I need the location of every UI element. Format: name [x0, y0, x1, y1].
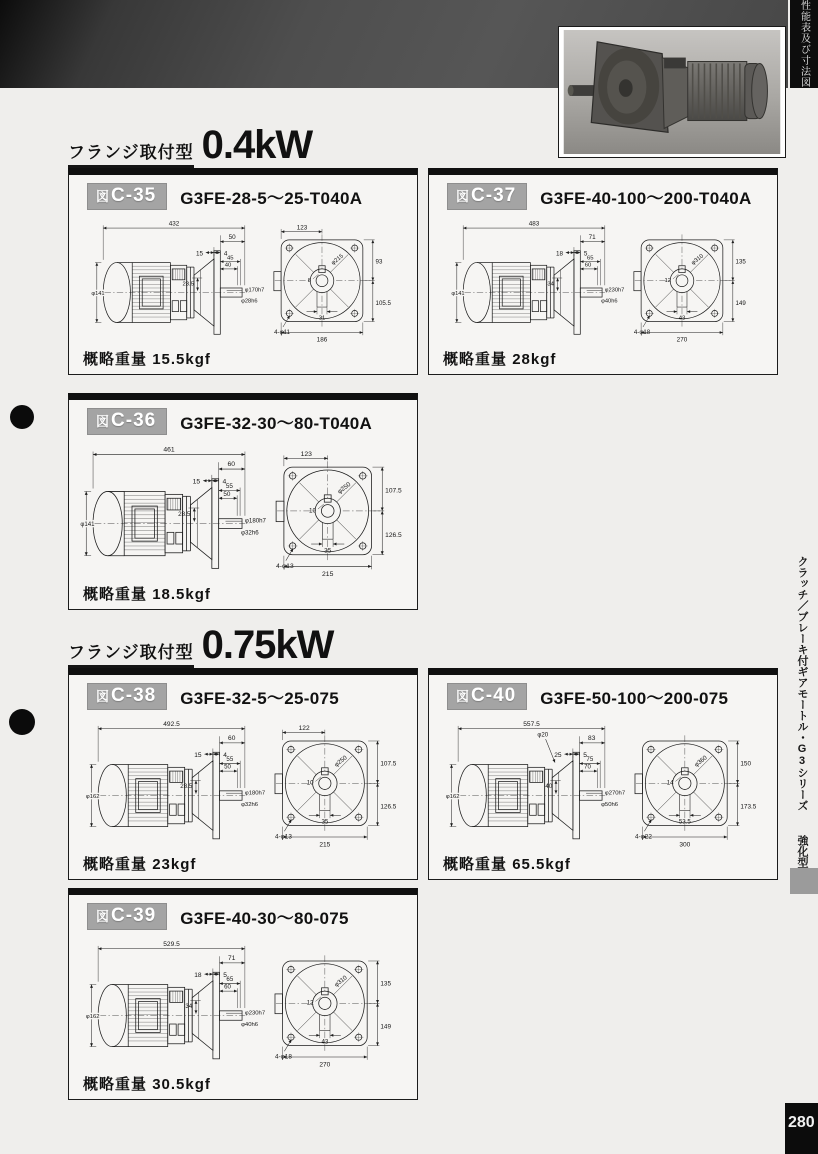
svg-text:461: 461	[163, 446, 175, 454]
svg-text:43: 43	[678, 315, 686, 322]
dimension-drawing	[431, 709, 775, 852]
weight-label: 概略重量	[83, 586, 148, 603]
mount-type-label: フランジ取付型	[68, 638, 194, 668]
fig-code: C-35	[111, 185, 157, 206]
svg-text:149: 149	[380, 1023, 391, 1031]
svg-text:40: 40	[224, 262, 232, 269]
weight-value: 23kgf	[152, 856, 197, 873]
svg-text:φ141: φ141	[451, 290, 465, 297]
svg-text:25: 25	[554, 751, 562, 759]
dimension-drawing	[71, 209, 415, 347]
svg-text:300: 300	[679, 841, 691, 849]
svg-text:83: 83	[588, 735, 596, 743]
svg-text:55: 55	[225, 483, 233, 491]
svg-text:φ32h6: φ32h6	[241, 801, 259, 808]
svg-text:4-φ13: 4-φ13	[275, 833, 292, 841]
fig-code: C-40	[471, 685, 517, 706]
svg-text:173.5: 173.5	[740, 803, 757, 811]
svg-text:12: 12	[306, 999, 314, 1007]
svg-text:φ215: φ215	[330, 253, 345, 267]
figure-box-c38	[68, 668, 418, 880]
figure-tag	[87, 683, 167, 710]
fig-code: C-37	[471, 185, 517, 206]
figure-box-c35	[68, 168, 418, 375]
svg-text:10: 10	[308, 507, 317, 515]
weight-label: 概略重量	[83, 351, 148, 368]
fig-code: C-36	[111, 410, 157, 431]
svg-text:4: 4	[222, 478, 227, 486]
svg-text:60: 60	[584, 262, 592, 269]
svg-text:107.5: 107.5	[385, 487, 402, 495]
svg-text:8: 8	[307, 278, 312, 285]
svg-text:135: 135	[735, 258, 746, 266]
series-name: クラッチ／ブレーキ付ギアモートル・G3シリーズ	[796, 556, 808, 811]
weight-value: 18.5kgf	[152, 586, 211, 603]
section-header-04kw	[68, 123, 313, 168]
svg-text:φ310: φ310	[333, 974, 349, 989]
svg-text:50: 50	[228, 233, 236, 241]
svg-text:270: 270	[676, 336, 688, 344]
fig-code: C-39	[111, 905, 157, 926]
svg-text:5: 5	[583, 751, 587, 759]
svg-text:60: 60	[224, 983, 231, 991]
weight-label: 概略重量	[443, 856, 508, 873]
svg-text:60: 60	[228, 735, 236, 743]
weight-label: 概略重量	[443, 351, 508, 368]
fig-prefix: 図	[96, 689, 110, 704]
figure-drawing-svg	[71, 709, 415, 852]
figure-drawing-svg	[431, 709, 775, 852]
weight-value: 15.5kgf	[152, 351, 211, 368]
svg-text:φ141: φ141	[91, 290, 105, 297]
weight-value: 28kgf	[512, 351, 557, 368]
figure-tag	[87, 408, 167, 435]
svg-text:215: 215	[322, 571, 334, 579]
svg-text:483: 483	[528, 220, 540, 228]
svg-text:122: 122	[298, 725, 310, 733]
model-number: G3FE-32-5～25-075	[180, 689, 340, 708]
svg-text:φ28h6: φ28h6	[241, 298, 258, 305]
svg-text:4-φ18: 4-φ18	[633, 328, 651, 336]
figure-tag	[447, 683, 527, 710]
svg-text:135: 135	[380, 980, 391, 988]
dimension-drawing	[431, 209, 775, 347]
figure-box-c39	[68, 888, 418, 1100]
svg-text:215: 215	[319, 841, 331, 849]
weight-text	[83, 348, 211, 369]
svg-text:φ20: φ20	[537, 731, 549, 739]
gearmotor-photo	[558, 26, 786, 158]
svg-text:50: 50	[224, 763, 231, 771]
svg-text:149: 149	[735, 300, 746, 308]
svg-text:186: 186	[316, 336, 328, 344]
gearmotor-photo-image	[562, 30, 782, 154]
svg-text:18: 18	[555, 250, 564, 258]
weight-text	[83, 1073, 211, 1094]
svg-text:4: 4	[223, 250, 228, 258]
svg-text:53.5: 53.5	[678, 818, 691, 826]
svg-text:10: 10	[306, 779, 314, 787]
svg-text:23.5: 23.5	[182, 281, 194, 288]
series-side-tab	[789, 556, 815, 868]
svg-text:43: 43	[321, 1038, 329, 1046]
figure-box-c40	[428, 668, 778, 880]
svg-text:432: 432	[168, 220, 180, 228]
svg-text:65: 65	[226, 976, 234, 984]
dimension-drawing	[71, 434, 415, 582]
svg-text:40: 40	[545, 783, 553, 791]
fig-code: C-38	[111, 685, 157, 706]
figure-drawing-svg	[71, 929, 415, 1072]
figure-drawing-svg	[71, 209, 415, 347]
svg-text:35: 35	[321, 818, 329, 826]
power-rating: 0.4kW	[201, 123, 313, 167]
svg-text:34: 34	[547, 281, 554, 288]
svg-text:123: 123	[296, 224, 308, 232]
svg-text:45: 45	[227, 255, 234, 262]
svg-text:φ180h7: φ180h7	[244, 790, 266, 797]
svg-text:φ162: φ162	[85, 1013, 100, 1020]
svg-text:75: 75	[586, 756, 594, 764]
section-header-075kw	[68, 623, 334, 668]
edge-index-tab	[790, 868, 818, 894]
svg-text:60: 60	[227, 461, 236, 469]
dimension-drawing	[71, 709, 415, 852]
fig-prefix: 図	[96, 909, 110, 924]
svg-text:12: 12	[664, 278, 672, 285]
svg-text:4-φ13: 4-φ13	[276, 562, 294, 570]
punch-hole-mark	[10, 405, 34, 429]
svg-text:105.5: 105.5	[375, 300, 391, 308]
fig-prefix: 図	[456, 189, 470, 204]
weight-text	[443, 348, 556, 369]
fig-prefix: 図	[456, 689, 470, 704]
svg-text:28.5: 28.5	[178, 510, 191, 518]
svg-text:28.5: 28.5	[180, 783, 193, 791]
punch-hole-mark	[9, 709, 35, 735]
svg-text:φ180h7: φ180h7	[244, 517, 266, 525]
svg-text:65: 65	[587, 255, 594, 262]
figure-tag	[87, 183, 167, 210]
svg-text:270: 270	[319, 1061, 331, 1069]
model-number: G3FE-40-100～200-T040A	[540, 189, 752, 208]
svg-text:φ141: φ141	[80, 521, 95, 529]
svg-text:150: 150	[740, 760, 751, 768]
weight-value: 30.5kgf	[152, 1076, 211, 1093]
weight-label: 概略重量	[83, 856, 148, 873]
svg-text:φ162: φ162	[85, 793, 100, 800]
svg-text:70: 70	[584, 763, 591, 771]
svg-text:φ230h7: φ230h7	[604, 287, 625, 294]
svg-text:529.5: 529.5	[163, 940, 180, 948]
svg-text:φ32h6: φ32h6	[241, 529, 259, 537]
weight-label: 概略重量	[83, 1076, 148, 1093]
svg-text:492.5: 492.5	[163, 720, 180, 728]
svg-text:107.5: 107.5	[380, 760, 397, 768]
svg-text:93: 93	[375, 258, 383, 266]
figure-tag	[87, 903, 167, 930]
figure-drawing-svg	[431, 209, 775, 347]
mount-type-label: フランジ取付型	[68, 138, 194, 168]
svg-text:15: 15	[195, 250, 204, 258]
weight-text	[443, 853, 571, 874]
svg-text:φ50h6: φ50h6	[601, 801, 619, 808]
svg-text:φ360: φ360	[693, 754, 709, 769]
svg-text:18: 18	[194, 971, 202, 979]
figure-box-c36	[68, 393, 418, 610]
model-number: G3FE-40-30～80-075	[180, 909, 349, 928]
model-number: G3FE-50-100～200-075	[540, 689, 729, 708]
svg-text:5: 5	[223, 971, 227, 979]
svg-text:50: 50	[223, 490, 231, 498]
top-right-tab	[790, 0, 818, 88]
svg-text:126.5: 126.5	[380, 803, 397, 811]
weight-text	[83, 853, 196, 874]
svg-text:φ170h7: φ170h7	[244, 287, 265, 294]
figure-tag	[447, 183, 527, 210]
svg-text:4-φ18: 4-φ18	[275, 1053, 292, 1061]
page-number: 280	[785, 1103, 818, 1154]
svg-text:φ40h6: φ40h6	[241, 1021, 259, 1028]
svg-text:15: 15	[194, 751, 202, 759]
svg-text:15: 15	[192, 478, 201, 486]
svg-text:5: 5	[583, 250, 588, 258]
svg-text:φ250: φ250	[336, 481, 353, 496]
svg-text:4-φ11: 4-φ11	[274, 328, 290, 336]
svg-text:71: 71	[588, 233, 596, 241]
weight-value: 65.5kgf	[512, 856, 571, 873]
svg-text:35: 35	[324, 547, 332, 555]
svg-text:φ162: φ162	[445, 793, 460, 800]
svg-text:31: 31	[318, 315, 326, 322]
svg-text:φ230h7: φ230h7	[244, 1010, 266, 1017]
weight-text	[83, 583, 211, 604]
svg-text:55: 55	[226, 756, 234, 764]
power-rating: 0.75kW	[201, 623, 334, 667]
fig-prefix: 図	[96, 189, 110, 204]
svg-text:φ310: φ310	[690, 253, 705, 267]
svg-text:φ270h7: φ270h7	[604, 790, 626, 797]
top-tab-label: 性能表及び寸法図	[798, 0, 810, 88]
model-number: G3FE-28-5～25-T040A	[180, 189, 363, 208]
model-number: G3FE-32-30～80-T040A	[180, 414, 373, 433]
fig-prefix: 図	[96, 414, 110, 429]
svg-text:4-φ22: 4-φ22	[635, 833, 652, 841]
svg-text:34: 34	[185, 1003, 193, 1011]
svg-text:14: 14	[666, 779, 674, 787]
svg-text:123: 123	[300, 450, 312, 458]
svg-text:4: 4	[223, 751, 227, 759]
svg-text:126.5: 126.5	[385, 532, 402, 540]
svg-text:557.5: 557.5	[523, 720, 540, 728]
svg-text:71: 71	[228, 955, 236, 963]
figure-box-c37	[428, 168, 778, 375]
series-variant: 強化型	[796, 835, 808, 868]
figure-drawing-svg	[71, 434, 415, 582]
dimension-drawing	[71, 929, 415, 1072]
svg-text:φ40h6: φ40h6	[601, 298, 618, 305]
svg-text:φ250: φ250	[333, 754, 349, 769]
